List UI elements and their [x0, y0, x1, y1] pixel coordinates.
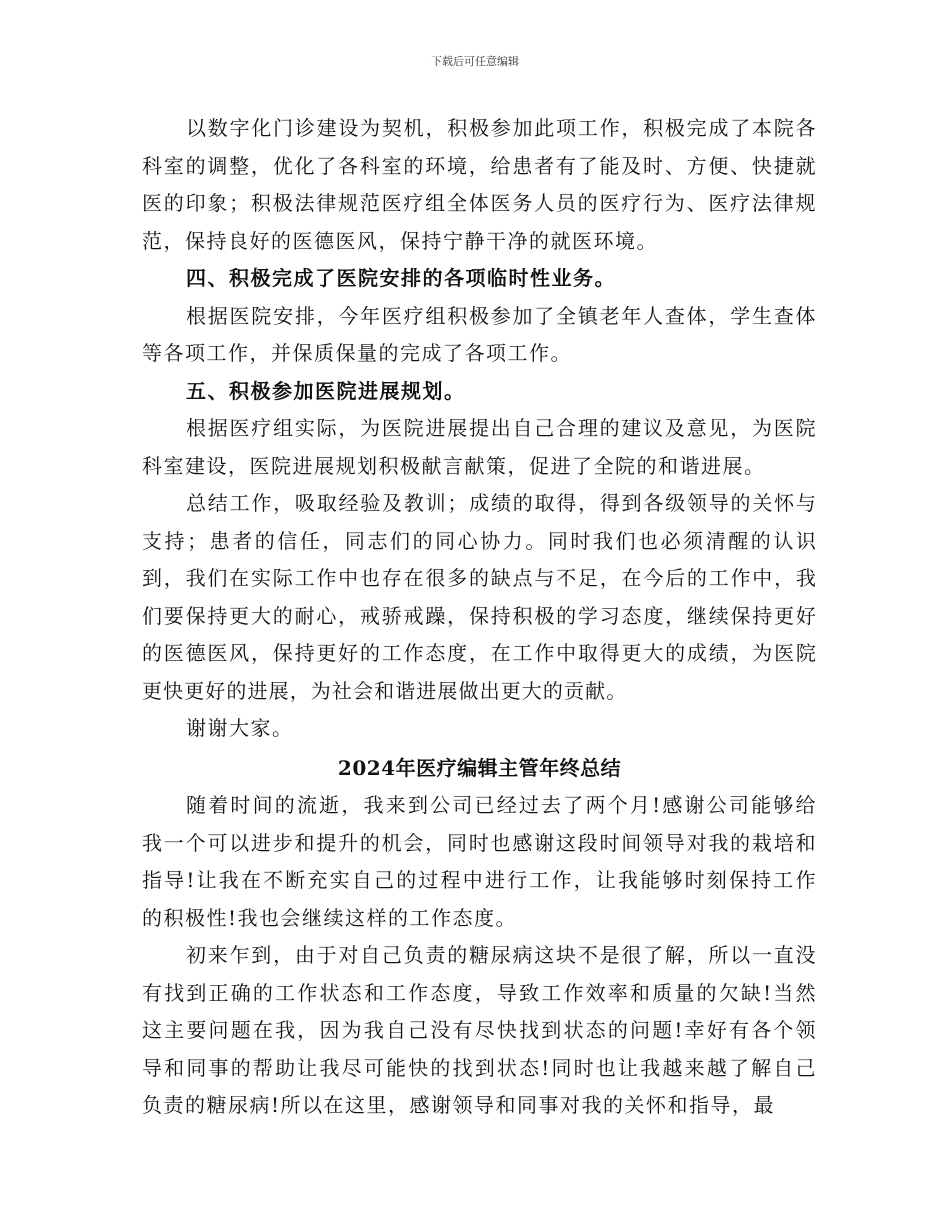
- document-body: [142, 110, 817, 1125]
- section-heading-4: 四、积极完成了医院安排的各项临时性业务。: [186, 266, 616, 290]
- paragraph-first-arrival: 初来乍到，由于对自己负责的糖尿病这块不是很了解，所以一直没有找到正确的工作状态和工作态度，导致工作效率和质量的欠缺!当然这主要问题在我，因为我自己没有尽快找到状态的问题!幸好有各个领导和同事的帮助让我尽可能快的找到状态!同时也让我越来越了解自己负责的糖尿病!所以在这里，感谢领导和同事对我的关怀和指导，最: [142, 943, 817, 1117]
- paragraph-thanks: 谢谢大家。: [186, 716, 294, 740]
- paragraph-time-passing: 随着时间的流逝，我来到公司已经过去了两个月!感谢公司能够给我一个可以进步和提升的机会，同时也感谢这段时间领导对我的栽培和指导!让我在不断充实自己的过程中进行工作，让我能够时刻保持工作的积极性!我也会继续这样的工作态度。: [142, 793, 817, 930]
- page-header-note: 下载后可任意编辑: [431, 55, 519, 68]
- paragraph-digital-clinic: 以数字化门诊建设为契机，积极参加此项工作，积极完成了本院各科室的调整，优化了各科室的环境，给患者有了能及时、方便、快捷就医的印象；积极法律规范医疗组全体医务人员的医疗行为、医疗法律规范，保持良好的医德医风，保持宁静干净的就医环境。: [142, 116, 817, 253]
- section-heading-5: 五、积极参加医院进展规划。: [186, 378, 466, 403]
- document-title: 2024年医疗编辑主管年终总结: [337, 755, 622, 780]
- paragraph-temporary-tasks: 根据医院安排，今年医疗组积极参加了全镇老年人查体，学生查体等各项工作，并保质保量的完成了各项工作。: [142, 303, 817, 365]
- paragraph-summary: 总结工作，吸取经验及教训；成绩的取得，得到各级领导的关怀与支持；患者的信任，同志们的同心协力。同时我们也必须清醒的认识到，我们在实际工作中也存在很多的缺点与不足，在今后的工作中，我们要保持更大的耐心，戒骄戒躁，保持积极的学习态度，继续保持更好的医德医风，保持更好的工作态度，在工作中取得更大的成绩，为医院更快更好的进展，为社会和谐进展做出更大的贡献。: [142, 491, 817, 703]
- paragraph-development-plan: 根据医疗组实际，为医院进展提出自己合理的建议及意见，为医院科室建设，医院进展规划积极献言献策，促进了全院的和谐进展。: [142, 416, 817, 478]
